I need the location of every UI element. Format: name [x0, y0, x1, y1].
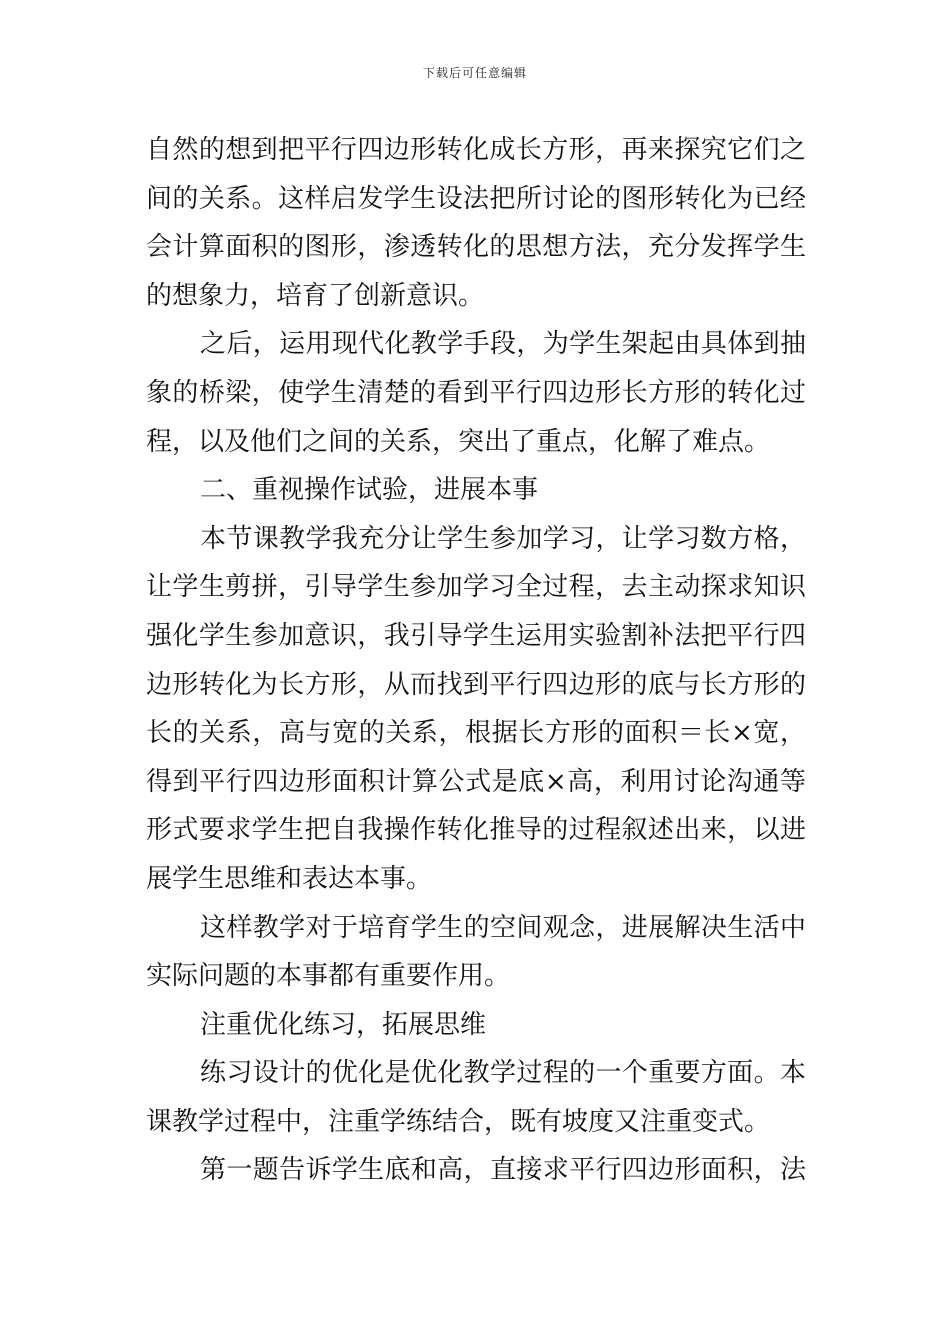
text-line: 程，以及他们之间的关系，突出了重点，化解了难点。 — [146, 426, 771, 457]
text-line: 间的关系。这样启发学生设法把所讨论的图形转化为已经 — [146, 183, 806, 214]
text-line: 注重优化练习，拓展思维 — [200, 1009, 487, 1040]
text-line: 的想象力，培育了创新意识。 — [146, 280, 485, 311]
text-line: 第一题告诉学生底和高，直接求平行四边形面积，法 — [200, 1155, 806, 1186]
text-line: 展学生思维和表达本事。 — [146, 863, 433, 894]
page-header: 下载后可任意编辑 — [422, 66, 527, 80]
text-line: 练习设计的优化是优化教学过程的一个重要方面。本 — [200, 1058, 806, 1089]
text-line: 这样教学对于培育学生的空间观念，进展解决生活中 — [200, 912, 806, 943]
text-line: 让学生剪拼，引导学生参加学习全过程，去主动探求知识 — [146, 572, 806, 603]
text-line: 二、重视操作试验，进展本事 — [200, 475, 539, 506]
text-line: 得到平行四边形面积计算公式是底×高，利用讨论沟通等 — [146, 766, 806, 797]
text-line: 实际问题的本事都有重要作用。 — [146, 961, 511, 992]
text-line: 形式要求学生把自我操作转化推导的过程叙述出来，以进 — [146, 815, 806, 846]
text-line: 会计算面积的图形，渗透转化的思想方法，充分发挥学生 — [146, 232, 806, 263]
text-line: 强化学生参加意识，我引导学生运用实验割补法把平行四 — [146, 620, 806, 651]
text-line: 课教学过程中，注重学练结合，既有坡度又注重变式。 — [146, 1106, 771, 1137]
text-line: 边形转化为长方形，从而找到平行四边形的底与长方形的 — [146, 669, 806, 700]
text-line: 之后，运用现代化教学手段，为学生架起由具体到抽 — [200, 329, 806, 360]
text-line: 长的关系，高与宽的关系，根据长方形的面积＝长×宽， — [146, 718, 806, 749]
document-body — [146, 126, 806, 1195]
text-line: 自然的想到把平行四边形转化成长方形，再来探究它们之 — [146, 135, 806, 165]
text-line: 本节课教学我充分让学生参加学习，让学习数方格， — [200, 523, 806, 554]
text-line: 象的桥梁，使学生清楚的看到平行四边形长方形的转化过 — [146, 377, 806, 408]
